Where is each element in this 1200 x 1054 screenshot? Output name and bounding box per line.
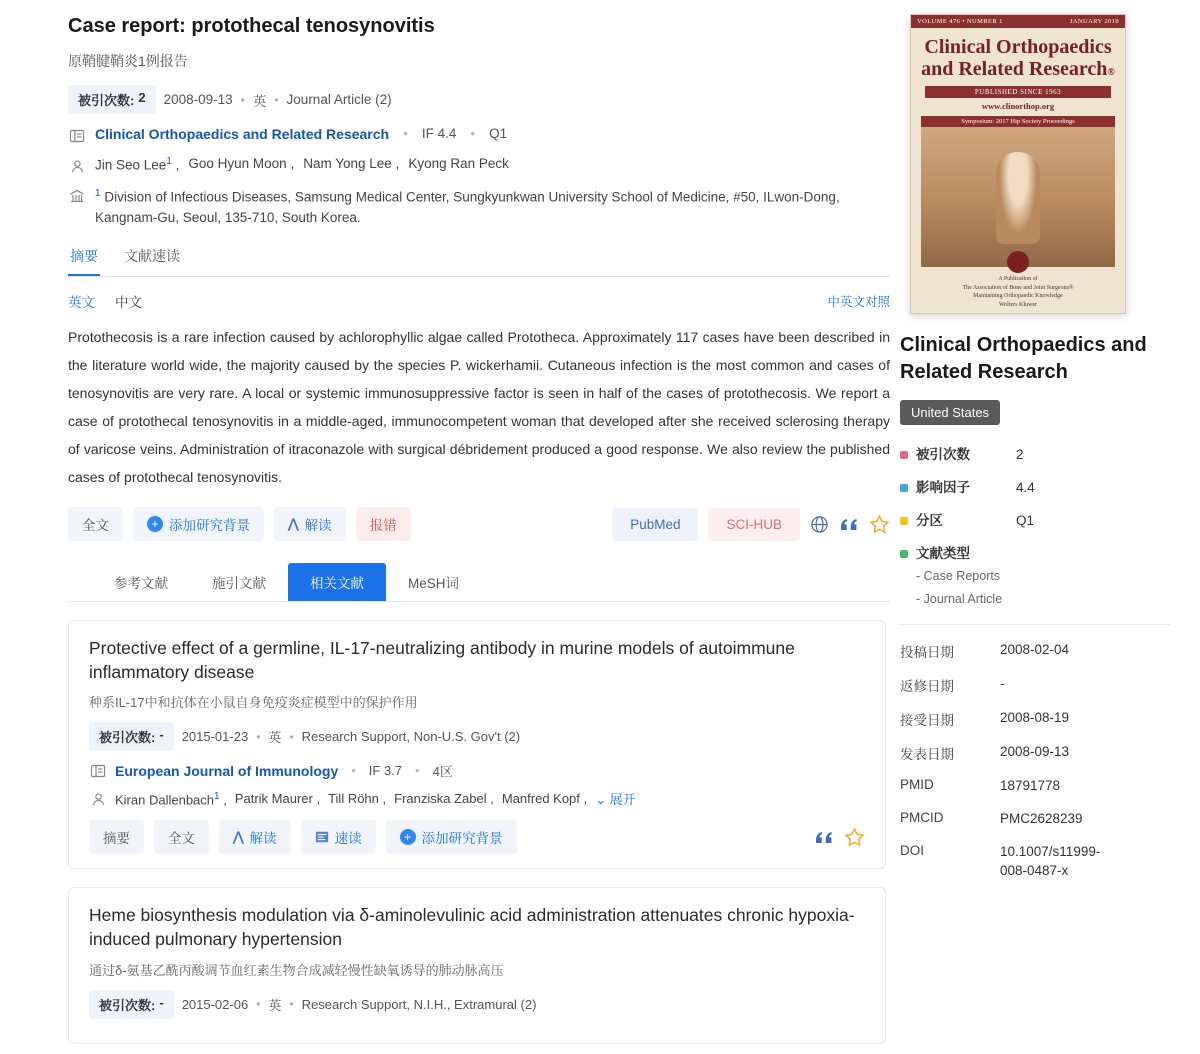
abstract-text: Protothecosis is a rare infection caused by achlorophyllic algae called Prototheca. Approximately 117 cases have been described in the literature world wide, the majority caused by the species P. wickerhamii. Cutaneous infection is the most common and cases of tenosynovitis are very rare. A local or systemic immunosuppressive factor is seen in half of the cases of protothecosis. We report a case of protothecal tenosynovitis in a middle-aged, immunocompetent woman that developed after she received sclerosing therapy of varicose veins. Administration of itraconazole with surgical débridement produced a good response. We also review the published cases of protothecal tenosynovitis. <box>68 329 890 485</box>
cover-issue-date: JANUARY 2018 <box>1069 18 1119 25</box>
person-icon <box>89 790 107 808</box>
quickread-icon <box>315 830 329 844</box>
journal-country-badge: United States <box>900 400 1000 425</box>
favorite-star-icon[interactable] <box>869 514 890 535</box>
result-cited-badge: 被引次数: - <box>89 990 174 1019</box>
journal-sidebar <box>900 0 1200 1054</box>
cited-label: 被引次数: <box>78 93 135 108</box>
action-bar <box>68 507 890 541</box>
journal-quartile: Q1 <box>489 126 508 141</box>
language-bar <box>68 291 890 311</box>
result-journal-row <box>89 761 865 780</box>
result-journal-sep-1: • <box>351 763 356 779</box>
impact-factor: IF 4.4 <box>421 126 457 141</box>
result-journal-link[interactable]: European Journal of Immunology <box>115 762 339 779</box>
scihub-button[interactable]: SCI-HUB <box>708 508 800 541</box>
result-meta <box>89 990 865 1019</box>
cited-count: 2 <box>138 90 146 105</box>
sidebar-journal-title: Clinical Orthopaedics and Related Research <box>900 334 1147 383</box>
detail-published: 发表日期 2008-09-13 <box>900 744 1070 762</box>
cover-art-caption: Symposium: 2017 Hip Society Proceedings <box>921 116 1115 127</box>
cover-footer: A Publication of The Association of Bone and Joint Surgeons® Maintaining Orthopaedic Knowledge Wolters Kluwer <box>911 249 1125 309</box>
cover-topbar <box>911 15 1125 28</box>
abstract-tabs <box>68 246 890 277</box>
stat-impact-factor: 影响因子 4.4 <box>900 476 1170 496</box>
result-dot-2: • <box>289 997 294 1011</box>
stat-color-dot <box>900 517 908 525</box>
list-item[interactable] <box>68 887 886 1043</box>
affiliation-row <box>68 186 884 228</box>
result-quartile: 4区 <box>432 764 453 780</box>
interpret-button[interactable]: ⋀ 解读 <box>274 507 346 541</box>
result-action-bar <box>89 820 865 854</box>
result-author-0[interactable]: Kiran Dallenbach$^1$ , <box>115 790 227 807</box>
result-title[interactable]: Protective effect of a germline, IL-17-neutralizing antibody in murine models of autoimmune inflammatory disease <box>89 638 795 682</box>
lang-english[interactable]: 英文 <box>68 295 95 310</box>
result-lang: 英 <box>268 730 282 746</box>
author-3[interactable]: Kyong Ran Peck <box>408 156 509 171</box>
fulltext-button[interactable]: 全文 <box>68 507 123 541</box>
result-subtitle: 种系IL-17中和抗体在小鼠自身免疫炎症模型中的保护作用 <box>89 695 418 711</box>
result-author-2[interactable]: Till Röhn , <box>328 791 387 807</box>
favorite-star-icon[interactable] <box>844 827 865 848</box>
stat-color-dot <box>900 451 908 459</box>
detail-doi: DOI 10.1007/s11999-008-0487-x <box>900 842 1101 878</box>
ai-icon: ⋀ <box>233 829 244 845</box>
quote-icon[interactable] <box>839 515 859 533</box>
list-item[interactable] <box>68 620 886 869</box>
sidebar-divider <box>900 624 1170 625</box>
person-icon <box>68 157 86 175</box>
plus-icon: + <box>400 829 416 845</box>
result-type: Research Support, Non-U.S. Gov't (2) <box>301 729 521 745</box>
result-dot-1: • <box>256 997 261 1011</box>
result-dot-2: • <box>289 729 294 744</box>
cited-badge <box>68 85 156 114</box>
expand-authors-button[interactable]: ⌄ 展开 <box>595 792 636 808</box>
tab-quickread[interactable]: 文献速读 <box>124 248 180 264</box>
cover-seal-icon <box>1007 251 1029 273</box>
journal-icon <box>68 127 86 145</box>
stat-cited: 被引次数 2 <box>900 443 1170 463</box>
cover-url: www.clinorthop.org <box>981 101 1055 111</box>
pubmed-button[interactable]: PubMed <box>612 508 698 541</box>
result-dot-1: • <box>256 729 261 744</box>
authors-row <box>68 156 884 175</box>
plus-icon: + <box>147 516 163 532</box>
quote-icon[interactable] <box>814 828 834 846</box>
paper-type: Journal Article (2) <box>286 92 392 107</box>
subtab-mesh[interactable]: MeSH词 <box>408 576 460 591</box>
journal-cover-image <box>910 14 1126 314</box>
stat-quartile: 分区 Q1 <box>900 509 1170 529</box>
result-authors-row <box>89 789 865 808</box>
result-date: 2015-02-06 <box>181 996 249 1012</box>
result-abstract-button[interactable]: 摘要 <box>89 820 144 854</box>
result-date: 2015-01-23 <box>181 729 249 745</box>
cover-title: Clinical Orthopaedics and Related Research® <box>921 36 1115 80</box>
detail-accepted: 接受日期 2008-08-19 <box>900 710 1070 728</box>
bilingual-compare-link[interactable]: 中英文对照 <box>827 295 890 309</box>
result-title[interactable]: Heme biosynthesis modulation via δ-aminolevulinic acid administration attenuates chronic hypoxia-induced pulmonary hypertension <box>89 905 855 949</box>
cover-volume: VOLUME 476 • NUMBER 1 <box>917 18 1003 25</box>
paper-language: 英 <box>252 93 267 109</box>
result-quickread-button[interactable]: 速读 <box>301 820 376 854</box>
page-title: Case report: protothecal tenosynovitis <box>68 15 435 37</box>
journal-sep-1: • <box>403 126 408 141</box>
lang-chinese[interactable]: 中文 <box>115 295 142 310</box>
journal-sep-2: • <box>470 126 476 141</box>
result-author-4[interactable]: Manfred Kopf , <box>501 791 588 807</box>
affiliation-text: $^1$ Division of Infectious Diseases, Samsung Medical Center, Sungkyunkwan University School of Medicine, #50, ILwon-Dong, Kangnam-Gu, Seoul, 135-710, South Korea. <box>95 188 840 225</box>
result-interpret-button[interactable]: ⋀ 解读 <box>219 820 291 854</box>
doc-type-item: - Case Reports <box>916 569 1001 583</box>
author-2[interactable]: Nam Yong Lee , <box>303 156 400 171</box>
ai-icon: ⋀ <box>288 516 299 531</box>
doc-type-list <box>916 565 1170 610</box>
journal-row <box>68 126 884 145</box>
journal-icon <box>89 762 107 780</box>
subtab-citations[interactable]: 施引文献 <box>212 576 266 591</box>
author-1[interactable]: Goo Hyun Moon , <box>188 156 295 171</box>
result-author-1[interactable]: Patrik Maurer , <box>234 791 321 807</box>
author-0[interactable]: Jin Seo Lee$^1$ , <box>95 156 180 173</box>
subtab-references[interactable]: 参考文献 <box>114 576 168 591</box>
cover-artwork <box>921 127 1115 267</box>
detail-submitted: 投稿日期 2008-02-04 <box>900 642 1070 660</box>
subtab-related[interactable]: 相关文献 <box>288 563 386 601</box>
publish-date: 2008-09-13 <box>163 92 233 107</box>
result-cited-badge: 被引次数: - <box>89 722 174 751</box>
add-research-background-button[interactable]: + 添加研究背景 <box>133 507 264 541</box>
cover-band: PUBLISHED SINCE 1963 <box>925 86 1111 98</box>
paper-subtitle: 原鞘腱鞘炎1例报告 <box>68 53 188 69</box>
stat-doc-type: 文献类型 <box>900 542 1170 562</box>
institution-icon <box>68 187 86 205</box>
stat-color-dot <box>900 484 908 492</box>
meta-dot-1: • <box>240 92 245 107</box>
detail-pmid: PMID 18791778 <box>900 777 1061 793</box>
result-journal-sep-2: • <box>415 763 420 779</box>
doc-type-item: - Journal Article <box>916 591 1003 606</box>
detail-revised: 返修日期 - <box>900 676 1005 694</box>
detail-pmcid: PMCID PMC2628239 <box>900 809 1083 826</box>
result-impact-factor: IF 3.7 <box>368 763 403 779</box>
result-add-background-button[interactable]: + 添加研究背景 <box>386 820 517 854</box>
report-error-button[interactable]: 报错 <box>356 507 411 541</box>
result-fulltext-button[interactable]: 全文 <box>154 820 209 854</box>
result-type: Research Support, N.I.H., Extramural (2) <box>301 996 537 1012</box>
paper-meta-row <box>68 85 884 114</box>
journal-name-link[interactable]: Clinical Orthopaedics and Related Research <box>95 126 390 142</box>
result-meta <box>89 722 865 751</box>
globe-icon[interactable] <box>810 515 829 534</box>
meta-dot-2: • <box>274 92 279 107</box>
result-author-3[interactable]: Franziska Zabel , <box>394 791 494 807</box>
stat-color-dot <box>900 550 908 558</box>
reference-subtabs <box>68 563 890 602</box>
result-subtitle: 通过δ-氨基乙酰丙酸调节血红素生物合成减轻慢性缺氧诱导的肺动脉高压 <box>89 962 504 978</box>
tab-abstract[interactable]: 摘要 <box>68 246 100 276</box>
result-lang: 英 <box>268 997 282 1013</box>
